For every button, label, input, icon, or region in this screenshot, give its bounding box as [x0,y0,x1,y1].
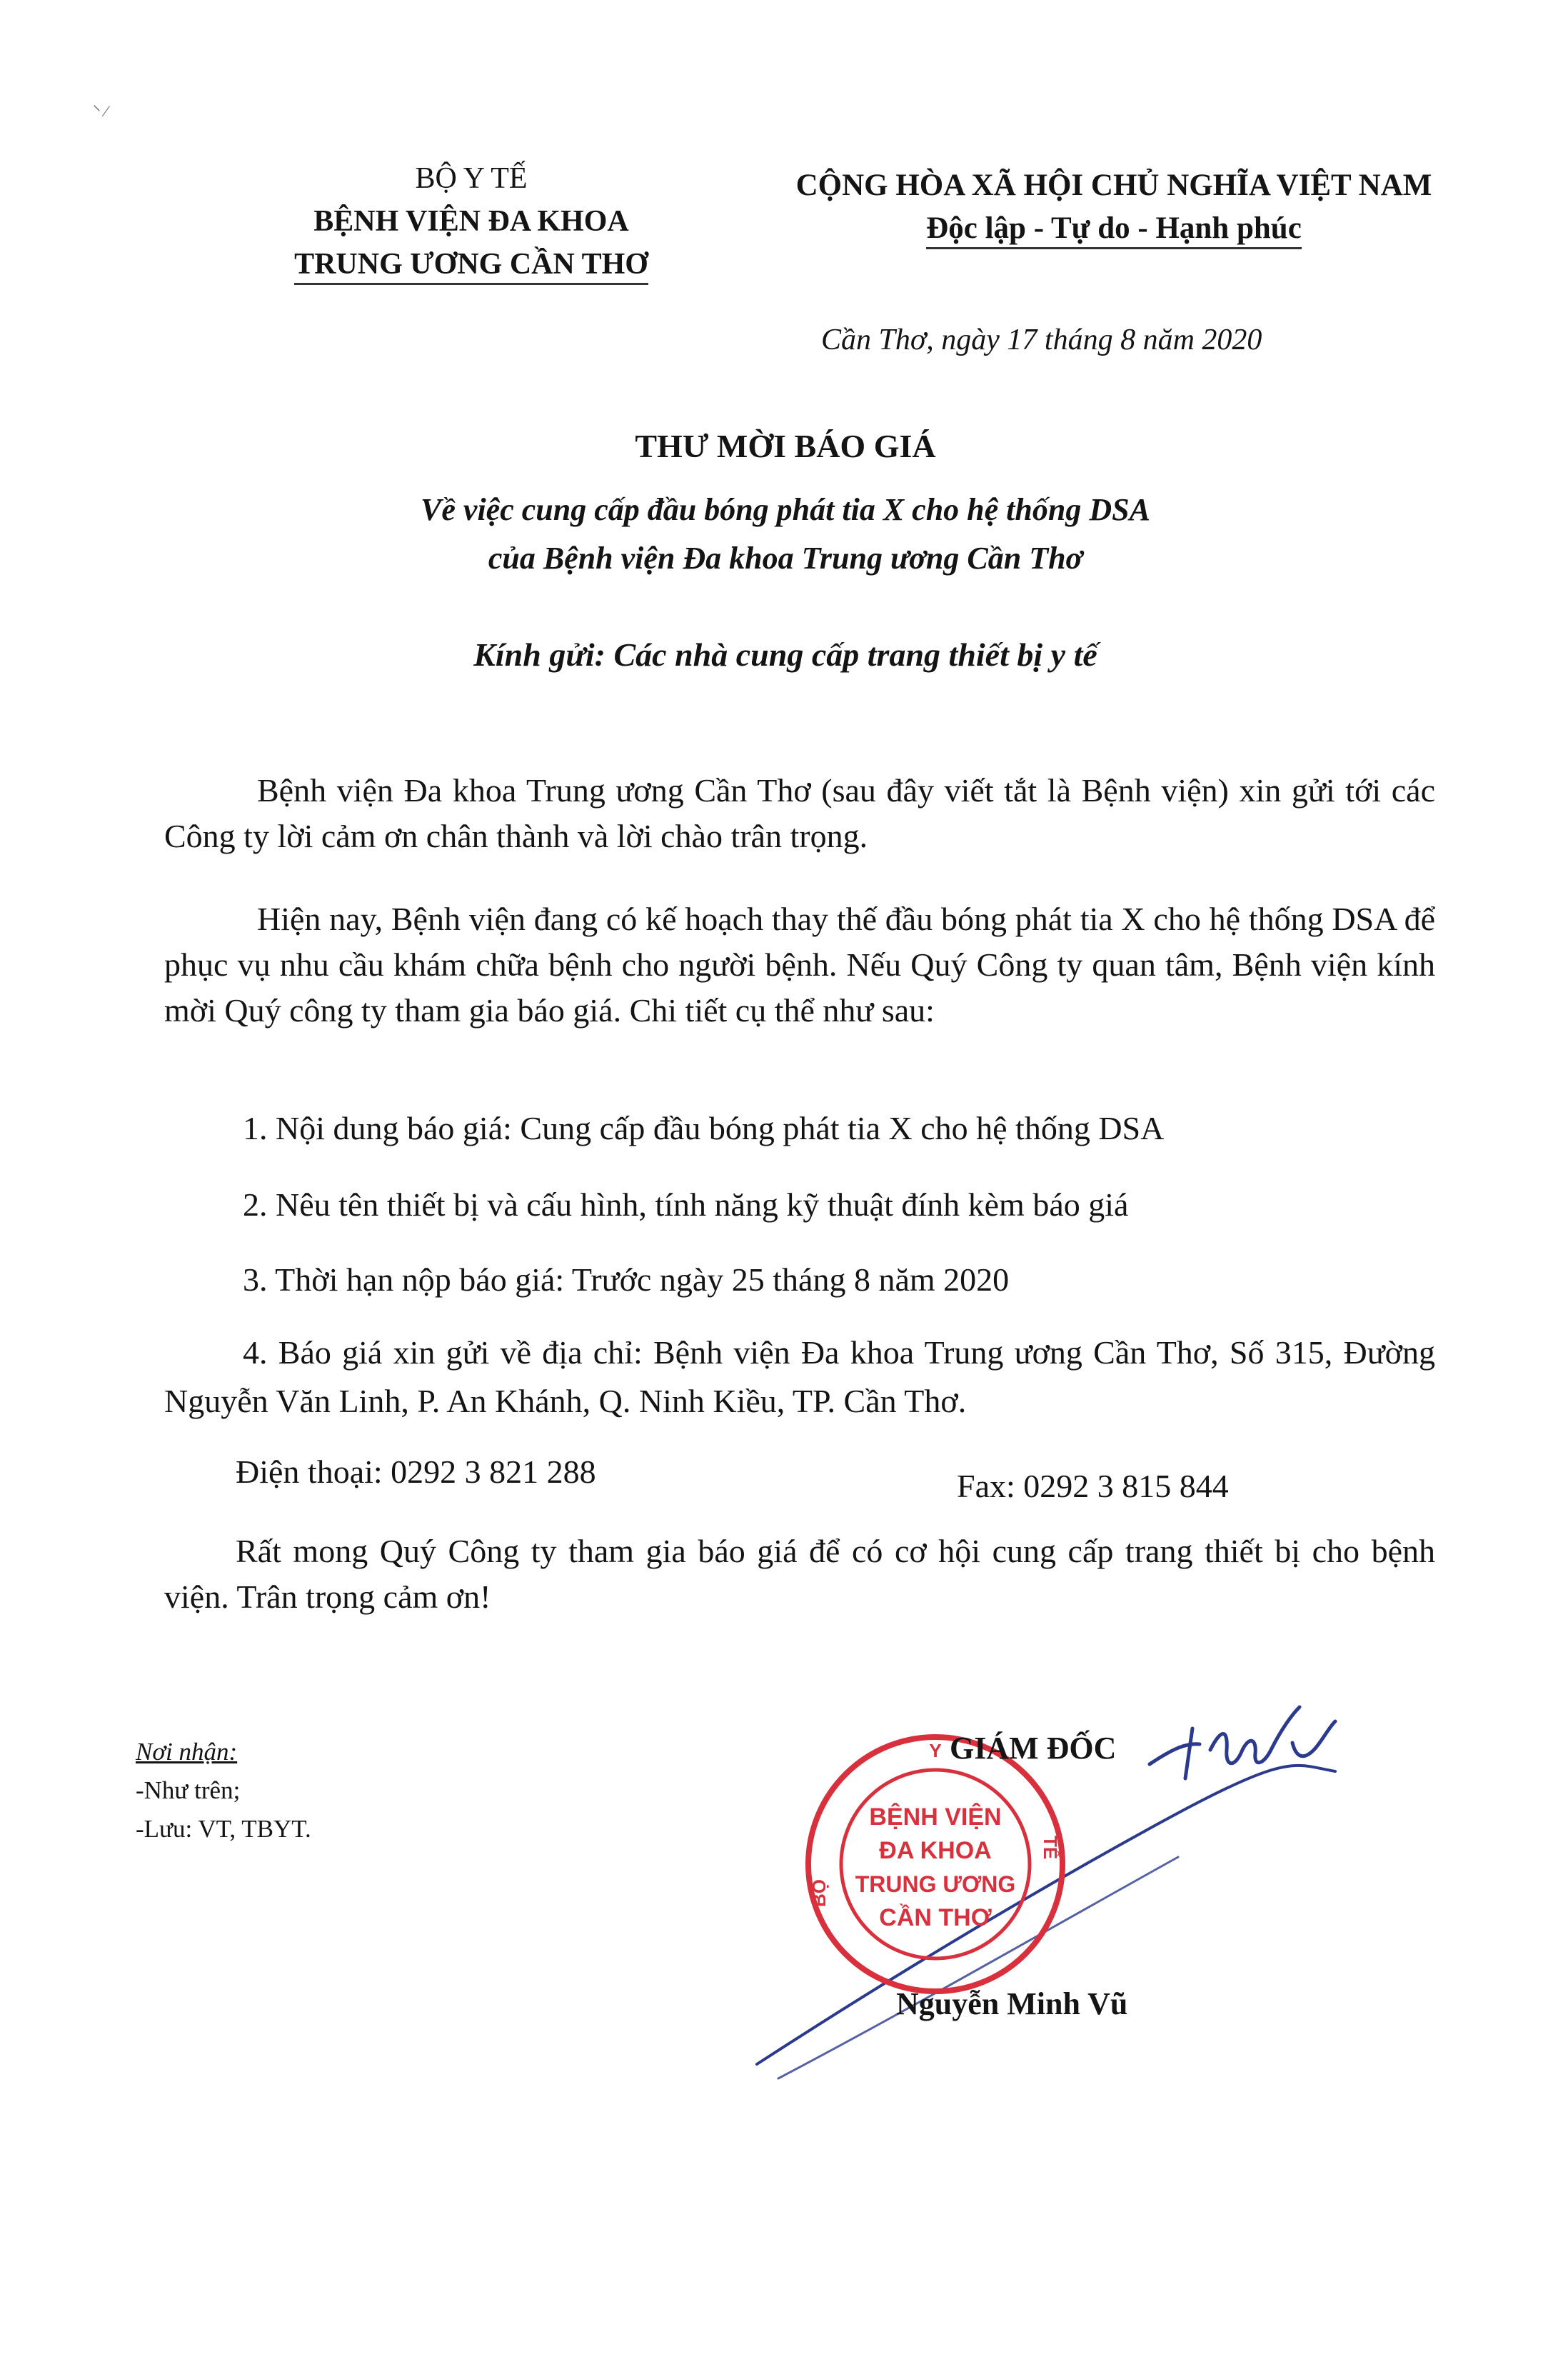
svg-text:BỆNH VIỆN: BỆNH VIỆN [869,1803,1002,1831]
greeting: Kính gửi: Các nhà cung cấp trang thiết bị y tế [473,636,1097,673]
svg-text:TẾ: TẾ [1040,1836,1061,1860]
list-item: 1. Nội dung báo giá: Cung cấp đầu bóng phát tia X cho hệ thống DSA [243,1110,1165,1146]
hospital-seal [800,1728,1071,2000]
document-title: THƯ MỜI BÁO GIÁ [635,428,936,464]
country-name: CỘNG HÒA XÃ HỘI CHỦ NGHĨA VIỆT NAM [795,169,1432,202]
scan-marks: ⸌ ⁄ [93,102,108,120]
subject-line: Về việc cung cấp đầu bóng phát tia X cho hệ thống DSA [421,492,1150,527]
fax-number: Fax: 0292 3 815 844 [957,1468,1229,1504]
recipient-line: -Như trên; [136,1776,241,1804]
recipient-line: -Lưu: VT, TBYT. [136,1815,311,1843]
recipients-block [136,1733,311,1848]
list-item: 3. Thời hạn nộp báo giá: Trước ngày 25 tháng 8 năm 2020 [243,1261,1010,1298]
handwritten-signature [1142,1700,1357,1793]
closing-text: Rất mong Quý Công ty tham gia báo giá để có cơ hội cung cấp trang thiết bị cho bệnh viện. Trân trọng cảm ơn! [164,1533,1435,1615]
list-item-text: 4. Báo giá xin gửi về địa chỉ: Bệnh viện Đa khoa Trung ương Cần Thơ, Số 315, Đường Nguyễn Văn Linh, P. An Khánh, Q. Ninh Kiều, TP. Cần Thơ. [164,1334,1435,1419]
recipients-heading: Nơi nhận: [136,1738,238,1766]
list-item [164,1328,1435,1426]
svg-text:CẦN THƠ: CẦN THƠ [879,1904,992,1931]
document-date: Cần Thơ, ngày 17 tháng 8 năm 2020 [821,324,1262,356]
svg-text:ĐA KHOA: ĐA KHOA [879,1837,992,1864]
phone-number: Điện thoại: 0292 3 821 288 [236,1453,596,1490]
paragraph-text: Hiện nay, Bệnh viện đang có kế hoạch thay thế đầu bóng phát tia X cho hệ thống DSA để phục vụ nhu cầu khám chữa bệnh cho người bệnh. Nếu Quý Công ty quan tâm, Bệnh viện kính mời Quý công ty tham gia báo giá. Chi tiết cụ thể như sau: [164,901,1435,1029]
svg-text:Y: Y [929,1740,942,1761]
motto: Độc lập - Tự do - Hạnh phúc [926,210,1302,249]
ministry-name: BỘ Y TẾ [415,162,528,195]
subject-line: của Bệnh viện Đa khoa Trung ương Cần Thơ [488,541,1083,576]
svg-text:TRUNG ƯƠNG: TRUNG ƯƠNG [855,1871,1016,1897]
svg-text:BỘ: BỘ [808,1879,830,1907]
organization-header [214,157,728,286]
closing-paragraph [164,1528,1435,1620]
signer-name: Nguyễn Minh Vũ [896,1986,1128,2021]
document-subject [179,486,1392,583]
paragraph-intro [164,768,1435,859]
paragraph-plan [164,896,1435,1034]
hospital-location: TRUNG ƯƠNG CẦN THƠ [294,246,648,285]
list-item: 2. Nêu tên thiết bị và cấu hình, tính năng kỹ thuật đính kèm báo giá [243,1186,1129,1223]
hospital-name: BỆNH VIỆN ĐA KHOA [313,205,629,238]
national-motto [735,164,1492,250]
paragraph-text: Bệnh viện Đa khoa Trung ương Cần Thơ (sau đây viết tắt là Bệnh viện) xin gửi tới các Công ty lời cảm ơn chân thành và lời chào trân trọng. [164,772,1435,854]
signer-title: GIÁM ĐỐC [950,1731,1117,1766]
